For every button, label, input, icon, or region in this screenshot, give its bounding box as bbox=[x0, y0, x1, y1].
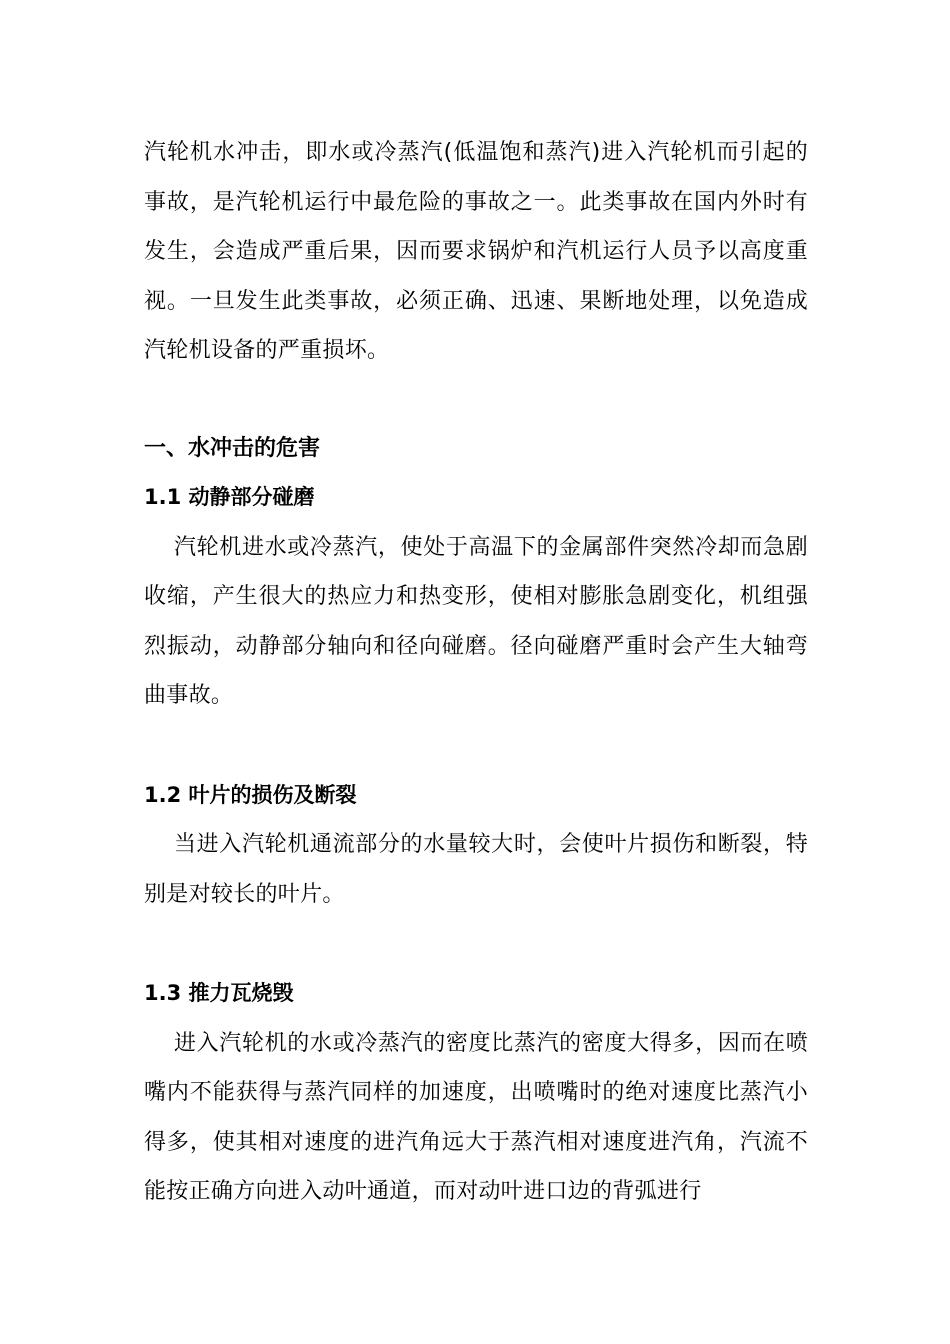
spacer bbox=[144, 376, 808, 424]
subsection-heading-1-2: 1.2 叶片的损伤及断裂 bbox=[144, 782, 357, 807]
subsection-heading-1-3: 1.3 推力瓦烧毁 bbox=[144, 981, 294, 1005]
section-heading: 一、水冲击的危害 bbox=[144, 435, 321, 461]
intro-paragraph: 汽轮机水冲击，即水或冷蒸汽(低温饱和蒸汽)进入汽轮机而引起的事故，是汽轮机运行中最危险的事故之一。此类事故在国内外时有发生，会造成严重后果，因而要求锅炉和汽机运行人员予以高度重视。一旦发生此类事故，必须正确、迅速、果断地处理，以免造成汽轮机设备的严重损坏。 bbox=[144, 140, 808, 363]
document-content bbox=[144, 128, 808, 1217]
spacer bbox=[144, 721, 808, 771]
spacer bbox=[144, 919, 808, 969]
subsection-body-1-1: 汽轮机进水或冷蒸汽，使处于高温下的金属部件突然冷却而急剧收缩，产生很大的热应力和热变形，使相对膨胀急剧变化，机组强烈振动，动静部分轴向和径向碰磨。径向碰磨严重时会产生大轴弯曲事故。 bbox=[144, 534, 808, 708]
subsection-body-1-3: 进入汽轮机的水或冷蒸汽的密度比蒸汽的密度大得多，因而在喷嘴内不能获得与蒸汽同样的加速度，出喷嘴时的绝对速度比蒸汽小得多，使其相对速度的进汽角远大于蒸汽相对速度进汽角，汽流不能按正确方向进入动叶通道，而对动叶进口边的背弧进行 bbox=[144, 1030, 808, 1204]
subsection-heading-1-1: 1.1 动静部分碰磨 bbox=[144, 485, 315, 509]
subsection-body-1-2: 当进入汽轮机通流部分的水量较大时，会使叶片损伤和断裂，特别是对较长的叶片。 bbox=[144, 832, 808, 907]
